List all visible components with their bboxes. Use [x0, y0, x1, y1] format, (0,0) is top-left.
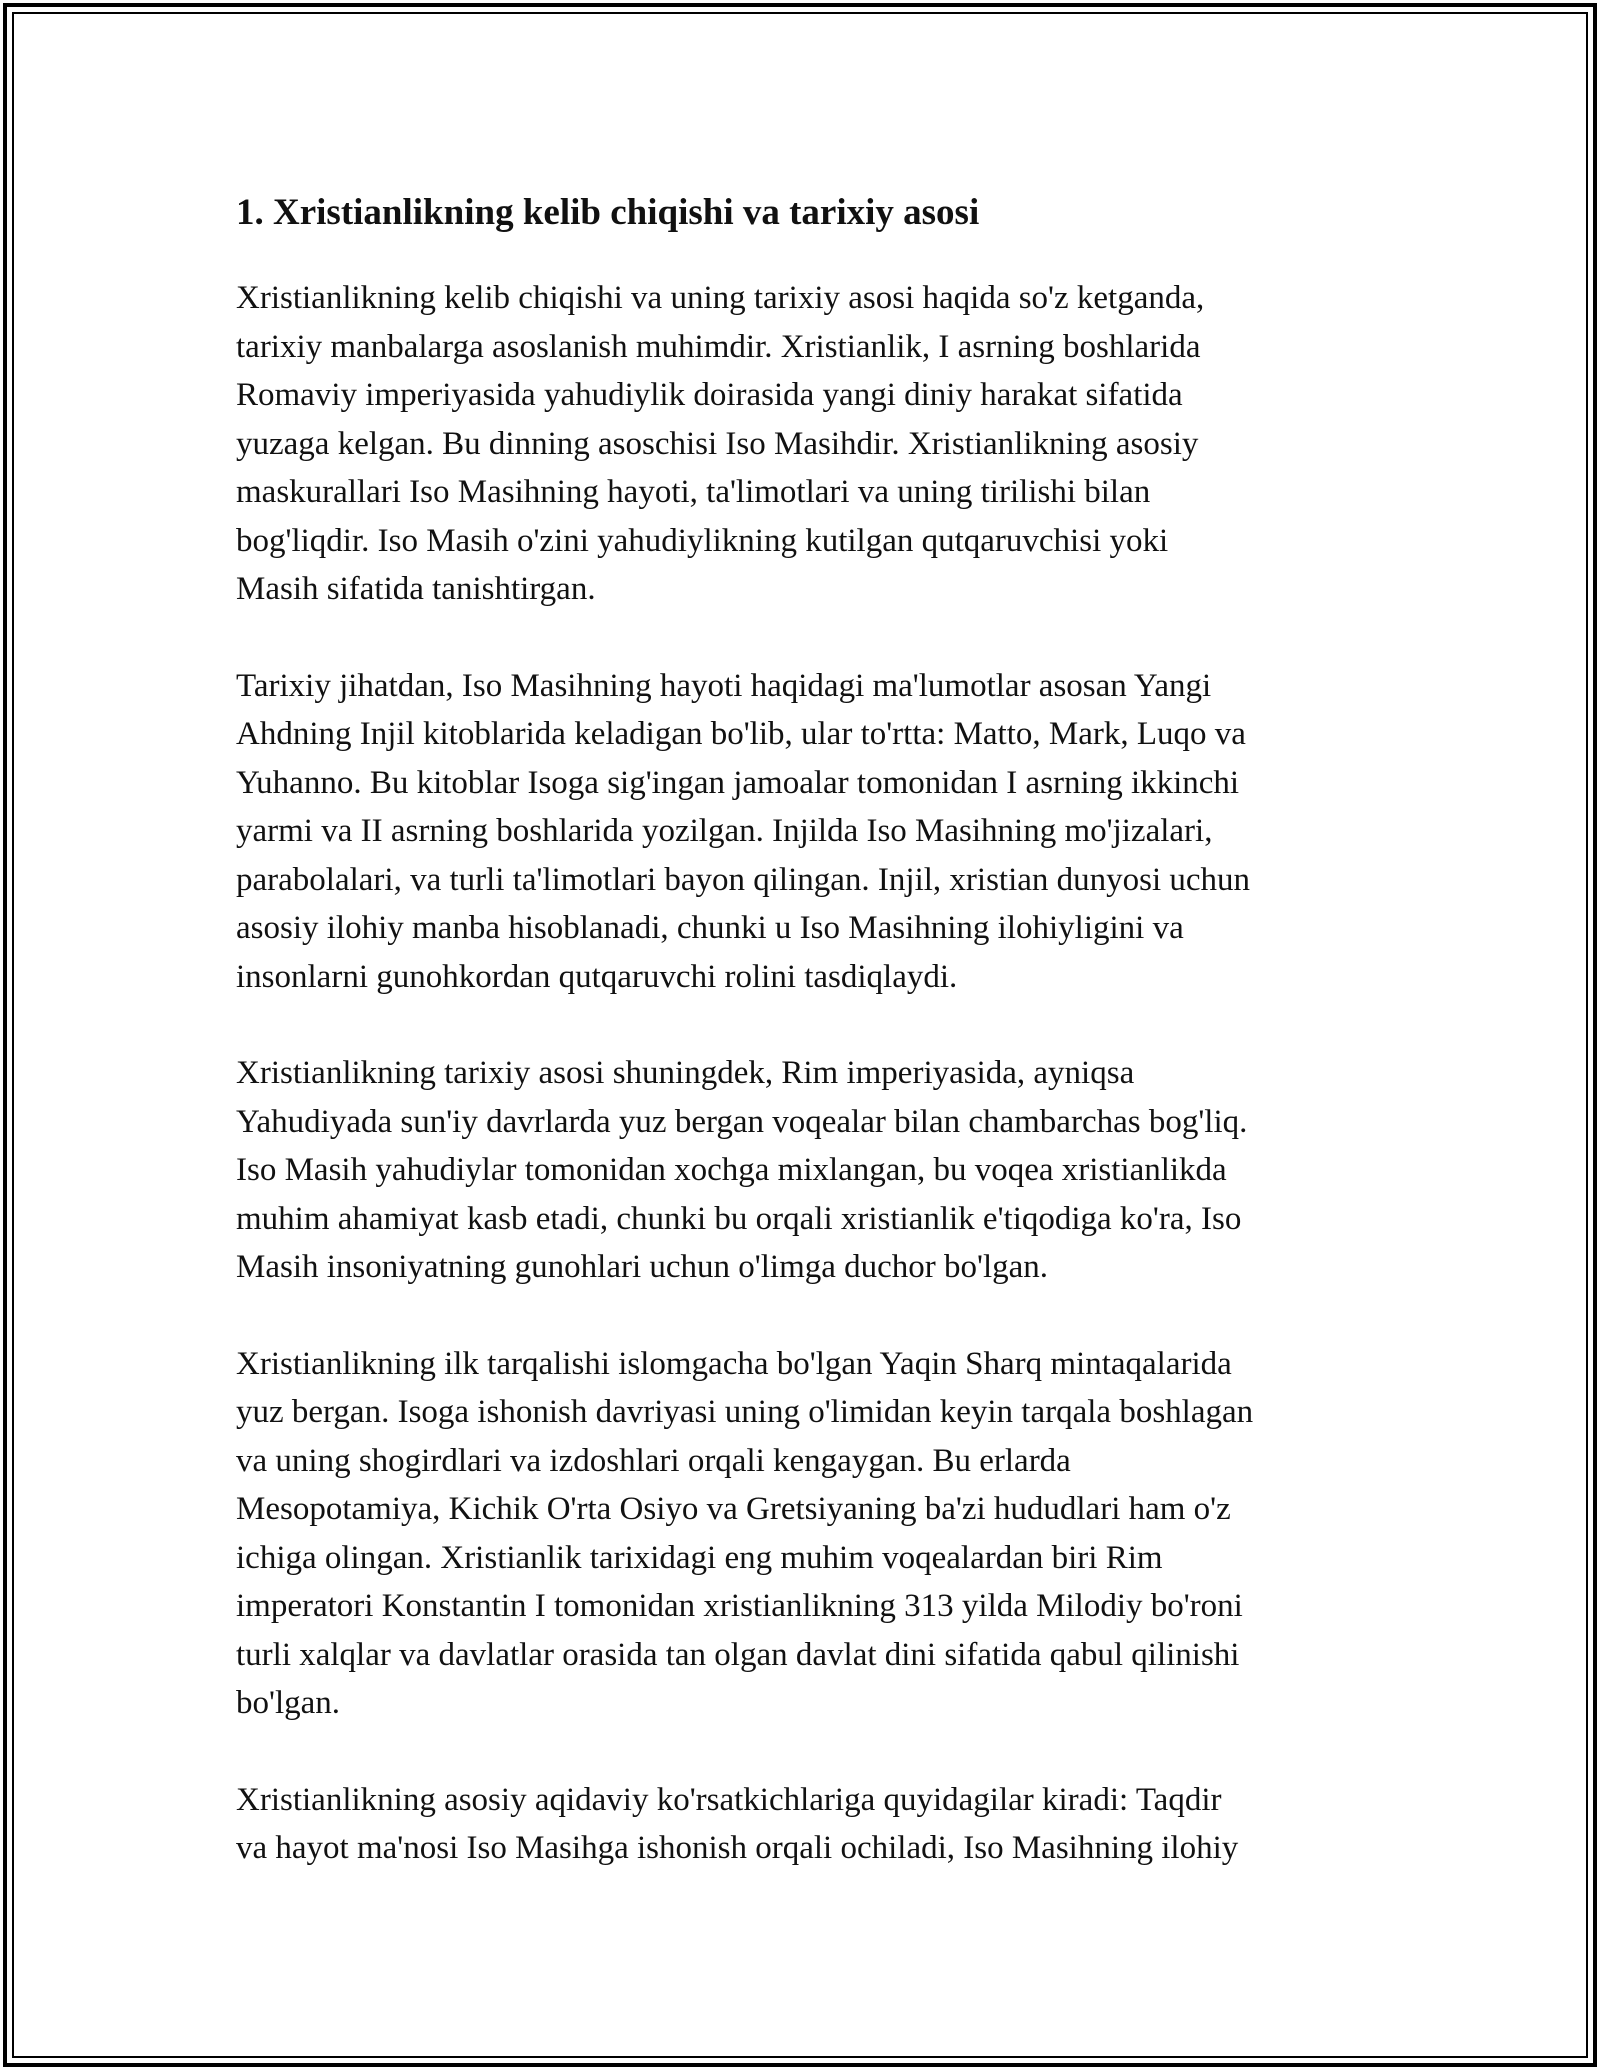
text-line: tarixiy manbalarga asoslanish muhimdir. Xristianlik, I asrning boshlarida	[236, 328, 1201, 365]
paragraph-1	[236, 274, 1376, 614]
text-line: insonlarni gunohkordan qutqaruvchi rolini tasdiqlaydi.	[236, 958, 958, 995]
text-line: Yahudiyada sun'iy davrlarda yuz bergan voqealar bilan chambarchas bog'liq.	[236, 1103, 1248, 1140]
paragraph-3	[236, 1049, 1376, 1292]
text-line: va hayot ma'nosi Iso Masihga ishonish orqali ochiladi, Iso Masihning ilohiy	[236, 1830, 1239, 1866]
text-line: Iso Masih yahudiylar tomonidan xochga mixlangan, bu voqea xristianlikda	[236, 1152, 1227, 1188]
text-line: yuzaga kelgan. Bu dinning asoschisi Iso Masihdir. Xristianlikning asosiy	[236, 425, 1199, 462]
text-line: Masih sifatida tanishtirgan.	[236, 571, 596, 607]
text-line: Xristianlikning tarixiy asosi shuningdek, Rim imperiyasida, ayniqsa	[236, 1055, 1135, 1091]
text-line: Xristianlikning asosiy aqidaviy ko'rsatkichlariga quyidagilar kiradi: Taqdir	[236, 1781, 1222, 1818]
text-line: Tarixiy jihatdan, Iso Masihning hayoti haqidagi ma'lumotlar asosan Yangi	[236, 667, 1212, 704]
text-line: imperatori Konstantin I tomonidan xristianlikning 313 yilda Milodiy bo'roni	[236, 1588, 1243, 1624]
text-line: Yuhanno. Bu kitoblar Isoga sig'ingan jamoalar tomonidan I asrning ikkinchi	[236, 764, 1240, 801]
text-line: va uning shogirdlari va izdoshlari orqali kengaygan. Bu erlarda	[236, 1442, 1071, 1479]
text-line: Masih insoniyatning gunohlari uchun o'limga duchor bo'lgan.	[236, 1249, 1049, 1285]
text-line: Xristianlikning ilk tarqalishi islomgacha bo'lgan Yaqin Sharq mintaqalarida	[236, 1345, 1232, 1382]
paragraph-4	[236, 1340, 1376, 1728]
text-line: Ahdning Injil kitoblarida keladigan bo'lib, ular to'rtta: Matto, Mark, Luqo va	[236, 716, 1246, 752]
document-page	[236, 186, 1376, 1921]
section-heading: 1. Xristianlikning kelib chiqishi va tarixiy asosi	[236, 192, 980, 233]
text-line: asosiy ilohiy manba hisoblanadi, chunki u Iso Masihning ilohiyligini va	[236, 910, 1184, 946]
text-line: Romaviy imperiyasida yahudiylik doirasida yangi diniy harakat sifatida	[236, 377, 1183, 413]
text-line: yuz bergan. Isoga ishonish davriyasi uning o'limidan keyin tarqala boshlagan	[236, 1394, 1254, 1430]
text-line: bo'lgan.	[236, 1685, 341, 1721]
paragraph-5	[236, 1776, 1376, 1873]
text-line: ichiga olingan. Xristianlik tarixidagi eng muhim voqealardan biri Rim	[236, 1539, 1163, 1576]
paragraph-2	[236, 662, 1376, 1002]
text-line: bog'liqdir. Iso Masih o'zini yahudiylikning kutilgan qutqaruvchisi yoki	[236, 522, 1169, 559]
text-line: turli xalqlar va davlatlar orasida tan olgan davlat dini sifatida qabul qilinishi	[236, 1636, 1240, 1673]
text-line: Mesopotamiya, Kichik O'rta Osiyo va Gretsiyaning ba'zi hududlari ham o'z	[236, 1491, 1231, 1527]
text-line: Xristianlikning kelib chiqishi va uning tarixiy asosi haqida so'z ketganda,	[236, 280, 1205, 316]
text-line: maskurallari Iso Masihning hayoti, ta'limotlari va uning tirilishi bilan	[236, 474, 1151, 510]
text-line: muhim ahamiyat kasb etadi, chunki bu orqali xristianlik e'tiqodiga ko'ra, Iso	[236, 1200, 1242, 1237]
text-line: parabolalari, va turli ta'limotlari bayon qilingan. Injil, xristian dunyosi uchun	[236, 861, 1251, 898]
text-line: yarmi va II asrning boshlarida yozilgan. Injilda Iso Masihning mo'jizalari,	[236, 813, 1213, 849]
